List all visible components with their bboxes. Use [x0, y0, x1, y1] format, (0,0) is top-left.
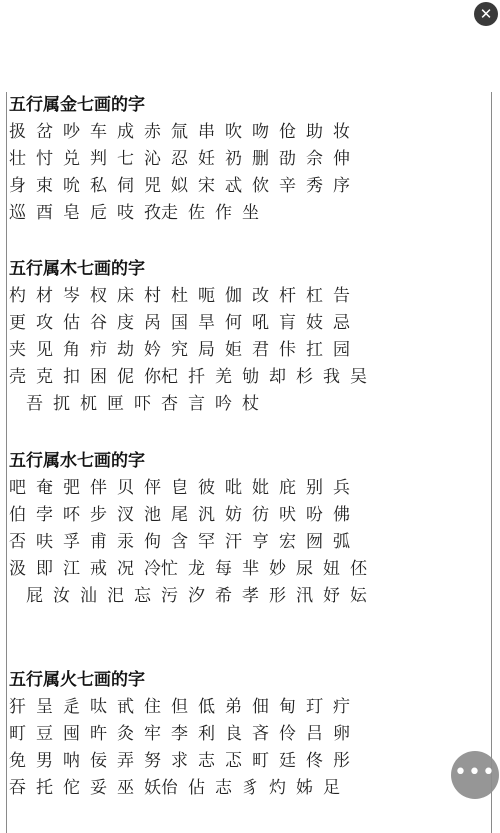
char-row: [9, 391, 377, 418]
section-water: [9, 448, 377, 610]
char-item: 呈: [36, 697, 53, 717]
char-item: 孚: [63, 532, 80, 552]
char-item: 弟: [225, 697, 242, 717]
char-item: 呃: [198, 286, 215, 306]
char-item: 忑: [225, 751, 242, 771]
char-item: 步: [90, 505, 107, 525]
char-item: 劬: [242, 367, 259, 387]
char-row: [9, 529, 377, 556]
char-item: 弧: [333, 532, 350, 552]
char-item: 呙: [144, 313, 161, 333]
char-item: 伲: [117, 367, 134, 387]
char-item: 巫: [117, 778, 134, 798]
char-item: 牢: [144, 724, 161, 744]
char-item: 汞: [117, 532, 134, 552]
char-item: 伯: [9, 505, 26, 525]
char-item: 村: [144, 286, 161, 306]
char-item: 忖: [36, 149, 53, 169]
char-item: 吼: [252, 313, 269, 333]
char-item: 妥: [90, 778, 107, 798]
char-item: 孝: [242, 586, 259, 606]
char-item: 宏: [279, 532, 296, 552]
char-item: 忘: [134, 586, 151, 606]
char-item: 疖: [90, 340, 107, 360]
char-item: 吩: [306, 505, 323, 525]
close-icon: ✕: [479, 5, 493, 23]
char-item: 吻: [252, 122, 269, 142]
char-item: 吟: [215, 394, 232, 414]
char-item: 庋: [117, 313, 134, 333]
char-item: 估: [63, 313, 80, 333]
char-item: 壳: [9, 367, 26, 387]
char-item: 妗: [144, 340, 161, 360]
char-item: 屁: [26, 586, 43, 606]
char-item: 伺: [117, 176, 134, 196]
char-item: 七: [117, 149, 134, 169]
char-row: [9, 721, 360, 748]
char-item: 妘: [350, 586, 367, 606]
char-item: 礽: [225, 149, 242, 169]
char-item: 材: [36, 286, 53, 306]
char-item: 妆: [333, 122, 350, 142]
char-item: 秀: [306, 176, 323, 196]
section-heading: 五行属水七画的字: [9, 451, 145, 471]
char-item: 伶: [279, 724, 296, 744]
char-item: 辛: [279, 176, 296, 196]
char-item: 汐: [188, 586, 205, 606]
char-item: 男: [36, 751, 53, 771]
char-item: 别: [306, 478, 323, 498]
char-item: 况: [117, 559, 134, 579]
char-item: 伽: [225, 286, 242, 306]
char-row: [9, 556, 377, 583]
char-item: 玎: [306, 697, 323, 717]
char-item: 困: [90, 367, 107, 387]
char-item: 努: [144, 751, 161, 771]
char-item: 匣: [107, 394, 124, 414]
char-item: 吮: [63, 176, 80, 196]
char-item: 何: [225, 313, 242, 333]
char-row: [9, 119, 360, 146]
section-heading: 五行属木七画的字: [9, 259, 145, 279]
char-item: 尿: [296, 559, 313, 579]
char-item: 伴: [90, 478, 107, 498]
char-item: 弝: [63, 478, 80, 498]
char-item: 私: [90, 176, 107, 196]
char-item: 汛: [296, 586, 313, 606]
char-item: 氚: [171, 122, 188, 142]
char-item: 汝: [53, 586, 70, 606]
char-item: 弄: [117, 751, 134, 771]
char-item: 吓: [134, 394, 151, 414]
char-item: 扛: [306, 340, 323, 360]
char-item: 删: [252, 149, 269, 169]
char-item: 甸: [279, 697, 296, 717]
char-item: 酉: [36, 203, 53, 223]
char-item: 汲: [9, 559, 26, 579]
char-item: 更: [9, 313, 26, 333]
char-item: 杈: [90, 286, 107, 306]
char-item: 囤: [63, 724, 80, 744]
char-item: 姒: [171, 176, 188, 196]
char-item: 吧: [9, 478, 26, 498]
char-row: [9, 283, 377, 310]
char-item: 角: [63, 340, 80, 360]
char-item: 求: [171, 751, 188, 771]
char-item: 妤: [323, 586, 340, 606]
char-item: 壮: [9, 149, 26, 169]
char-row: [9, 146, 360, 173]
section-heading: 五行属火七画的字: [9, 670, 145, 690]
char-item: 佘: [306, 149, 323, 169]
char-item: 卮: [90, 203, 107, 223]
char-item: 串: [198, 122, 215, 142]
char-item: 每: [215, 559, 232, 579]
char-item: 亨: [252, 532, 269, 552]
section-wood: [9, 256, 377, 418]
char-item: 改: [252, 286, 269, 306]
char-item: 罕: [198, 532, 215, 552]
char-row: [9, 775, 360, 802]
char-item: 吝: [252, 724, 269, 744]
char-item: 肓: [279, 313, 296, 333]
char-item: 江: [63, 559, 80, 579]
char-item: 告: [333, 286, 350, 306]
char-item: 劭: [279, 149, 296, 169]
char-item: 夹: [9, 340, 26, 360]
char-item: 佝: [144, 532, 161, 552]
char-item: 巡: [9, 203, 26, 223]
char-item: 杆: [279, 286, 296, 306]
char-item: 旱: [198, 313, 215, 333]
char-row: [9, 583, 377, 610]
char-item: 君: [252, 340, 269, 360]
char-item: 宋: [198, 176, 215, 196]
char-item: 卵: [333, 724, 350, 744]
char-item: 妨: [225, 505, 242, 525]
char-item: 呔: [90, 697, 107, 717]
char-item: 杏: [161, 394, 178, 414]
char-item: 廷: [279, 751, 296, 771]
char-item: 扱: [9, 122, 26, 142]
char-item: 沁: [144, 149, 161, 169]
char-item: 兵: [333, 478, 350, 498]
char-item: 见: [36, 340, 53, 360]
char-item: 攻: [36, 313, 53, 333]
char-item: 辵: [63, 697, 80, 717]
char-row: [9, 694, 360, 721]
char-item: 杖: [242, 394, 259, 414]
char-item: 吴: [350, 367, 367, 387]
char-item: 贝: [117, 478, 134, 498]
char-item: 吡: [225, 478, 242, 498]
char-item: 你杞: [144, 367, 178, 387]
char-item: 町: [9, 724, 26, 744]
section-metal: [9, 92, 360, 227]
char-item: 吵: [63, 122, 80, 142]
char-row: [9, 337, 377, 364]
char-item: 皀: [171, 478, 188, 498]
char-item: 佐: [188, 203, 205, 223]
char-item: 杓: [9, 286, 26, 306]
char-item: 佛: [333, 505, 350, 525]
char-item: 汗: [225, 532, 242, 552]
char-item: 但: [171, 697, 188, 717]
char-item: 佗: [63, 778, 80, 798]
char-item: 志: [215, 778, 232, 798]
char-item: 汎: [198, 505, 215, 525]
char-item: 妣: [252, 478, 269, 498]
char-item: 芈: [242, 559, 259, 579]
char-item: 羌: [215, 367, 232, 387]
char-item: 佽: [252, 176, 269, 196]
char-item: 利: [198, 724, 215, 744]
char-item: 免: [9, 751, 26, 771]
char-item: 孛: [36, 505, 53, 525]
char-item: 岑: [63, 286, 80, 306]
char-item: 住: [144, 697, 161, 717]
char-item: 豆: [36, 724, 53, 744]
char-item: 灼: [269, 778, 286, 798]
char-item: 扦: [188, 367, 205, 387]
char-item: 即: [36, 559, 53, 579]
char-item: 助: [306, 122, 323, 142]
char-item: 佞: [90, 751, 107, 771]
char-item: 妊: [198, 149, 215, 169]
char-item: 足: [323, 778, 340, 798]
char-item: 池: [144, 505, 161, 525]
char-item: 妞: [323, 559, 340, 579]
char-item: 岔: [36, 122, 53, 142]
char-item: 希: [215, 586, 232, 606]
char-item: 庇: [279, 478, 296, 498]
char-item: 彼: [198, 478, 215, 498]
char-item: 坐: [242, 203, 259, 223]
char-item: 杠: [306, 286, 323, 306]
char-item: 低: [198, 697, 215, 717]
char-item: 伾: [350, 559, 367, 579]
char-item: 兕: [144, 176, 161, 196]
char-item: 戒: [90, 559, 107, 579]
char-item: 床: [117, 286, 134, 306]
char-item: 吞: [9, 778, 26, 798]
char-item: 佔: [188, 778, 205, 798]
char-item: 赤: [144, 122, 161, 142]
char-item: 兑: [63, 149, 80, 169]
char-item: 忒: [225, 176, 242, 196]
char-item: 龙: [188, 559, 205, 579]
char-item: 疔: [333, 697, 350, 717]
char-item: 束: [36, 176, 53, 196]
char-item: 托: [36, 778, 53, 798]
char-item: 扣: [63, 367, 80, 387]
char-item: 冷忙: [144, 559, 178, 579]
more-icon: •••: [454, 760, 496, 785]
char-item: 身: [9, 176, 26, 196]
char-item: 良: [225, 724, 242, 744]
char-item: 呐: [63, 751, 80, 771]
char-item: 吱: [117, 203, 134, 223]
section-fire: [9, 667, 360, 802]
char-item: 判: [90, 149, 107, 169]
char-item: 佃: [252, 697, 269, 717]
char-item: 形: [269, 586, 286, 606]
char-item: 我: [323, 367, 340, 387]
char-item: 车: [90, 122, 107, 142]
char-item: 忍: [171, 149, 188, 169]
char-item: 甫: [90, 532, 107, 552]
char-item: 局: [198, 340, 215, 360]
char-item: 呋: [36, 532, 53, 552]
char-item: 町: [252, 751, 269, 771]
char-row: [9, 475, 377, 502]
char-item: 吕: [306, 724, 323, 744]
char-item: 吠: [279, 505, 296, 525]
char-item: 妙: [269, 559, 286, 579]
char-item: 彷: [252, 505, 269, 525]
char-item: 囫: [306, 532, 323, 552]
char-item: 旿: [90, 724, 107, 744]
char-item: 佧: [279, 340, 296, 360]
char-item: 皂: [63, 203, 80, 223]
char-item: 佟: [306, 751, 323, 771]
char-row: [9, 748, 360, 775]
char-item: 伧: [279, 122, 296, 142]
char-item: 含: [171, 532, 188, 552]
char-row: [9, 173, 360, 200]
char-item: 豸: [242, 778, 259, 798]
char-row: [9, 200, 360, 227]
char-item: 李: [171, 724, 188, 744]
char-item: 杜: [171, 286, 188, 306]
char-item: 彤: [333, 751, 350, 771]
section-heading: 五行属金七画的字: [9, 95, 145, 115]
char-item: 杉: [296, 367, 313, 387]
char-row: [9, 364, 377, 391]
char-item: 汊: [117, 505, 134, 525]
char-item: 犴: [9, 697, 26, 717]
char-item: 忌: [333, 313, 350, 333]
char-item: 伸: [333, 149, 350, 169]
char-item: 吹: [225, 122, 242, 142]
char-item: 国: [171, 313, 188, 333]
char-item: 汜: [107, 586, 124, 606]
char-row: [9, 310, 377, 337]
char-item: 作: [215, 203, 232, 223]
char-item: 奄: [36, 478, 53, 498]
char-item: 否: [9, 532, 26, 552]
more-button[interactable]: [451, 751, 499, 799]
char-item: 污: [161, 586, 178, 606]
char-item: 尾: [171, 505, 188, 525]
char-item: 妓: [306, 313, 323, 333]
char-item: 甙: [117, 697, 134, 717]
char-item: 序: [333, 176, 350, 196]
char-item: 汕: [80, 586, 97, 606]
char-item: 言: [188, 394, 205, 414]
char-item: 姊: [296, 778, 313, 798]
char-item: 克: [36, 367, 53, 387]
article-content: [6, 92, 492, 833]
char-item: 吾: [26, 394, 43, 414]
char-item: 究: [171, 340, 188, 360]
char-item: 妖佁: [144, 778, 178, 798]
char-item: 却: [269, 367, 286, 387]
char-item: 孜走: [144, 203, 178, 223]
char-item: 志: [198, 751, 215, 771]
char-item: 成: [117, 122, 134, 142]
char-item: 谷: [90, 313, 107, 333]
char-item: 吥: [63, 505, 80, 525]
char-row: [9, 502, 377, 529]
char-item: 杌: [80, 394, 97, 414]
char-item: 扤: [53, 394, 70, 414]
char-item: 灸: [117, 724, 134, 744]
char-item: 伻: [144, 478, 161, 498]
close-button[interactable]: [474, 2, 498, 26]
char-item: 园: [333, 340, 350, 360]
char-item: 姖: [225, 340, 242, 360]
char-item: 劫: [117, 340, 134, 360]
